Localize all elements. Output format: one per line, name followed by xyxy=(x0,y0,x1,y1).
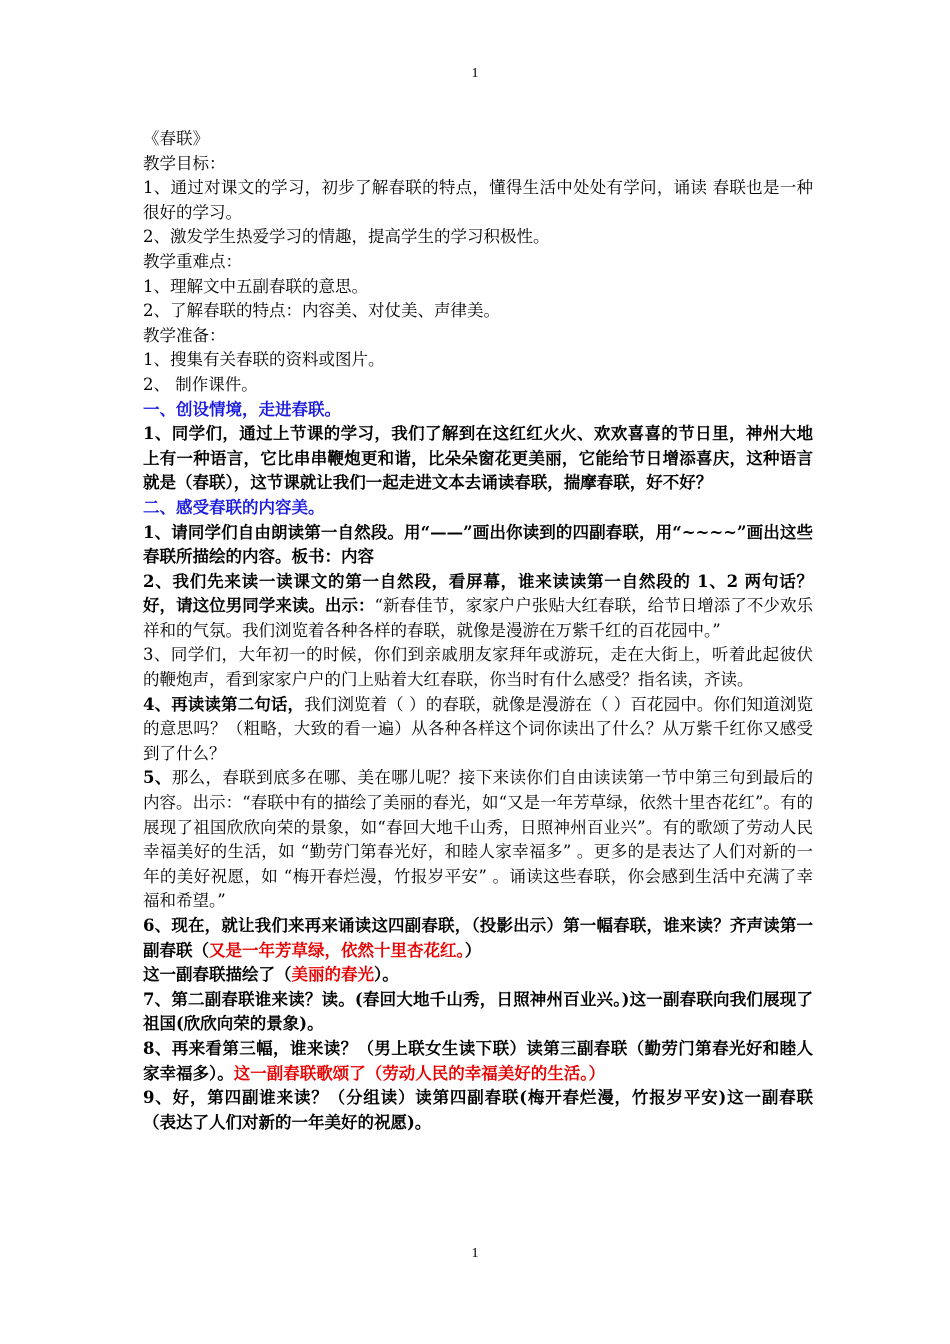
document-title: 《春联》 xyxy=(143,129,209,148)
section-2-paragraph-8 xyxy=(143,1037,813,1086)
section-2-heading: 二、感受春联的内容美。 xyxy=(143,497,325,517)
document-body xyxy=(143,127,813,1135)
paragraph-2-bold-text: 2、我们先来读一读课文的第一自然段，看屏幕，谁来读读第一自然段的 1、2 两句话？好，请这位男同学来读。出示： xyxy=(143,571,813,616)
section-2-paragraph-6 xyxy=(143,914,813,963)
prep-item-2: 2、 制作课件。 xyxy=(143,374,258,394)
section-2-paragraph-9: 9、好，第四副谁来读？（分组读）读第四副春联(梅开春烂漫，竹报岁平安)这一副春联（表达了人们对新的一年美好的祝愿)。 xyxy=(143,1088,813,1132)
section-1-paragraph-1: 1、同学们，通过上节课的学习，我们了解到在这红红火火、欢欢喜喜的节日里，神州大地上有一种语言，它比串串鞭炮更和谐，比朵朵窗花更美丽，它能给节日增添喜庆，这种语言就是（春联），这节课就让我们一起走进文本去诵读春联，揣摩春联，好不好？ xyxy=(143,424,813,493)
section-2-paragraph-3: 3、同学们，大年初一的时候，你们到亲戚朋友家拜年或游玩，走在大街上，听着此起彼伏的鞭炮声，看到家家户户的门上贴着大红春联，你当时有什么感受？指名读，齐读。 xyxy=(143,645,813,690)
section-2-paragraph-1: 1、请同学们自由朗读第一自然段。用“——”画出你读到的四副春联，用“~~~~”画出这些春联所描绘的内容。板书：内容 xyxy=(143,522,813,567)
section-1-heading: 一、创设情境，走进春联。 xyxy=(143,399,341,419)
paragraph-4-bold-text: 4、再读读第二句话， xyxy=(143,694,305,714)
paragraph-4-text: 我们浏览着（ ）的春联，就像是漫游在（ ）百花园中。你们知道浏览的意思吗？（粗略，大致的看一遍）从各种各样这个词你读出了什么？从万紫千红你又感受到了什么？ xyxy=(143,694,813,763)
section-2-paragraph-6b xyxy=(143,963,813,988)
spring-scenery-highlight: 美丽的春光 xyxy=(291,965,374,985)
paragraph-2-quote: “新春佳节，家家户户张贴大红春联，给节日增添了不少欢乐祥和的气氛。我们浏览着各种各样的春联，就像是漫游在万紫千红的百花园中。” xyxy=(143,596,813,640)
keypoint-item-2: 2、了解春联的特点：内容美、对仗美、声律美。 xyxy=(143,301,500,321)
paragraph-6b-close: ）。 xyxy=(374,965,399,985)
paragraph-5-number: 5、 xyxy=(143,768,172,788)
prep-item-1: 1、搜集有关春联的资料或图片。 xyxy=(143,350,385,370)
goals-heading: 教学目标： xyxy=(143,153,226,173)
section-2-paragraph-5 xyxy=(143,766,813,914)
paragraph-8-text: 8、再来看第三幅，谁来读？（男上联女生读下联）读第三副春联（勤劳门第春光好和睦人家幸福多）。 xyxy=(143,1038,813,1083)
paragraph-5-text: 那么，春联到底多在哪、美在哪儿呢？接下来读你们自由读读第一节中第三句到最后的内容。出示：“春联中有的描绘了美丽的春光，如“又是一年芳草绿，依然十里杏花红”。有的展现了祖国欣欣向荣的景象，如“春回大地千山秀，日照神州百业兴”。有的歌颂了劳动人民幸福美好的生活，如 “勤劳门第春光好，和睦人家幸福多” 。更多的是表达了人们对新的一年的美好祝愿，如 “梅开春烂漫，竹报岁平安” 。诵读这些春联，你会感到生活中充满了幸福和希望。” xyxy=(143,768,814,911)
page-number-top: 1 xyxy=(471,66,479,81)
section-2-paragraph-7: 7、第二副春联谁来读？读。(春回大地千山秀，日照神州百业兴。)这一副春联向我们展现了祖国(欣欣向荣的景象)。 xyxy=(143,989,813,1034)
paragraph-6b-text: 这一副春联描绘了（ xyxy=(143,965,292,985)
page-number-bottom: 1 xyxy=(471,1246,479,1261)
keypoints-heading: 教学重难点： xyxy=(143,251,242,271)
section-2-paragraph-4 xyxy=(143,693,813,767)
couplet-3-highlight: 这一副春联歌颂了（劳动人民的幸福美好的生活。） xyxy=(233,1063,605,1083)
goal-item-2: 2、激发学生热爱学习的情趣，提高学生的学习积极性。 xyxy=(143,227,550,247)
couplet-1-highlight: 又是一年芳草绿，依然十里杏花红。 xyxy=(209,940,465,960)
prep-heading: 教学准备： xyxy=(143,325,226,345)
paragraph-6-text: 6、现在，就让我们来再来诵读这四副春联，（投影出示）第一幅春联，谁来读？齐声读第一副春联（ xyxy=(143,916,813,960)
goal-item-1: 1、通过对课文的学习，初步了解春联的特点，懂得生活中处处有学问，诵读 春联也是一种很好的学习。 xyxy=(143,178,813,222)
section-2-paragraph-2 xyxy=(143,570,813,644)
paragraph-6-close: ） xyxy=(464,940,482,960)
keypoint-item-1: 1、理解文中五副春联的意思。 xyxy=(143,276,368,296)
